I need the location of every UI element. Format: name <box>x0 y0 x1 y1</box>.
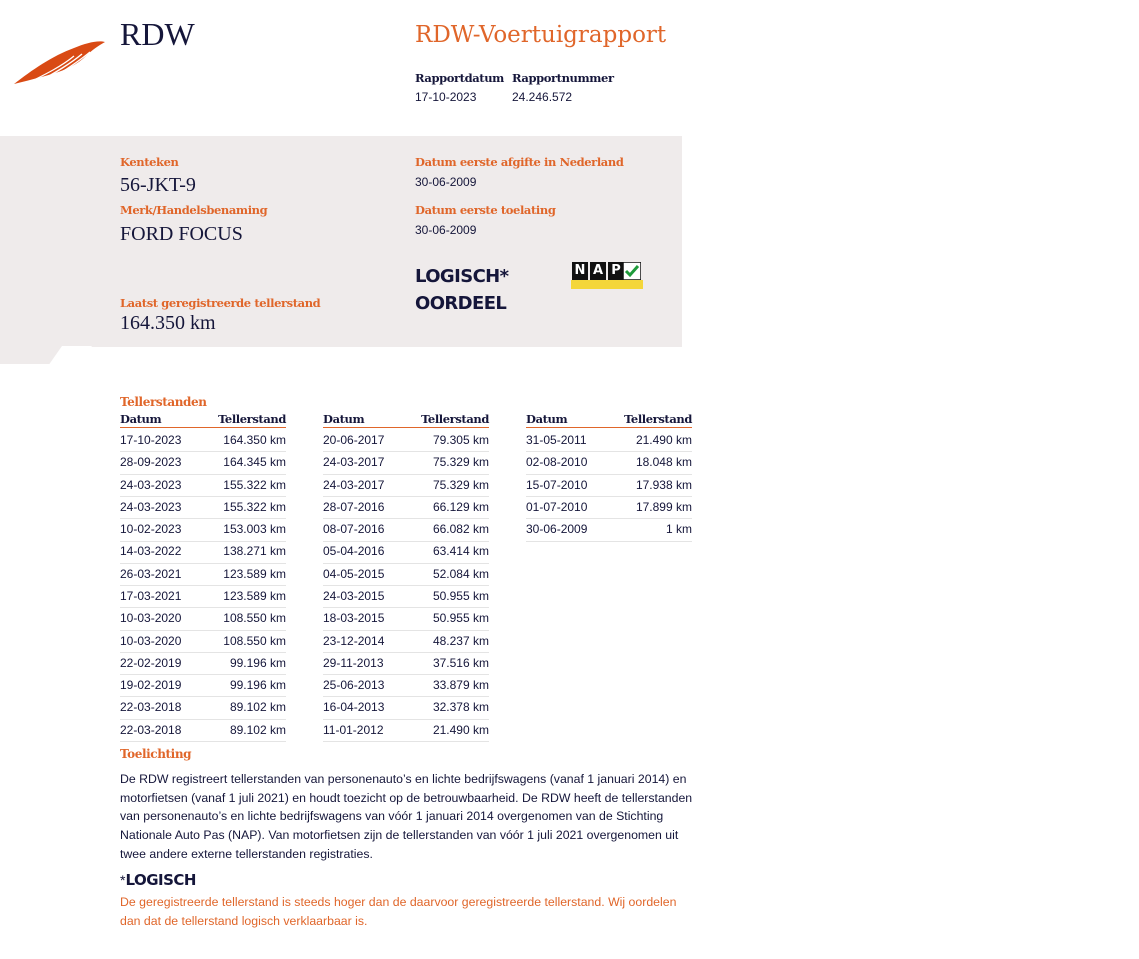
readings-title: Tellerstanden <box>120 395 207 409</box>
table-row <box>120 721 286 742</box>
table-row <box>120 632 286 653</box>
explanation-text: De RDW registreert tellerstanden van personenauto’s en lichte bedrijfswagens (vanaf 1 januari 2014) en motorfietsen (vanaf 1 juli 2021) en houdt toezicht op de betrouwbaarheid. De RDW heeft de tellerstanden van personenauto’s en lichte bedrijfswagens van vóór 1 januari 2014 overgenomen van de Stichting Nationale Auto Pas (NAP). Van motorfietsen zijn de tellerstanden van vóór 1 juli 2021 overgenomen uit twee andere externe tellerstanden registraties. <box>120 772 693 861</box>
last-odometer-value: 164.350 km <box>120 312 216 334</box>
table-row <box>120 565 286 586</box>
logisch-heading <box>120 871 196 889</box>
reading-km: 155.322 km <box>223 499 286 514</box>
reading-km: 75.329 km <box>432 455 489 470</box>
table-row <box>526 453 692 474</box>
license-plate: 56-JKT-9 <box>120 174 196 196</box>
table-row <box>526 520 692 541</box>
report-number: 24.246.572 <box>512 90 573 104</box>
first-reg-nl-date: 30-06-2009 <box>415 175 477 189</box>
reading-km: 37.516 km <box>432 655 489 670</box>
table-row <box>526 498 692 519</box>
readings-rows <box>120 431 286 742</box>
table-row <box>323 609 489 630</box>
reading-date: 31-05-2011 <box>526 433 587 447</box>
reading-km: 52.084 km <box>432 566 489 581</box>
reading-date: 10-02-2023 <box>120 522 182 537</box>
nap-letter-p: P <box>608 262 624 280</box>
col-value-header: Tellerstand <box>624 412 692 426</box>
reading-date: 17-03-2021 <box>120 588 182 603</box>
reading-km: 79.305 km <box>432 433 489 447</box>
reading-date: 02-08-2010 <box>526 455 588 470</box>
reading-date: 28-07-2016 <box>323 499 385 514</box>
reading-km: 89.102 km <box>229 722 286 737</box>
reading-km: 18.048 km <box>635 455 692 470</box>
reading-km: 164.345 km <box>223 455 286 470</box>
first-admission-label: Datum eerste toelating <box>415 203 556 217</box>
table-row <box>120 520 286 541</box>
table-row <box>323 453 489 474</box>
table-row <box>120 453 286 474</box>
plate-label: Kenteken <box>120 155 179 169</box>
table-row <box>120 698 286 719</box>
explanation-title: Toelichting <box>120 747 192 761</box>
reading-date: 24-03-2023 <box>120 477 182 492</box>
first-admission-date: 30-06-2009 <box>415 223 477 237</box>
nap-letter-a: A <box>590 262 606 280</box>
readings-rows <box>526 431 692 542</box>
table-row <box>323 520 489 541</box>
reading-date: 18-03-2015 <box>323 611 385 626</box>
reading-km: 32.378 km <box>432 700 489 715</box>
reading-km: 17.899 km <box>635 499 692 514</box>
table-row <box>120 654 286 675</box>
last-odometer-label: Laatst geregistreerde tellerstand <box>120 296 321 310</box>
reading-date: 25-06-2013 <box>323 678 385 693</box>
reading-date: 23-12-2014 <box>323 633 385 648</box>
reading-km: 50.955 km <box>432 611 489 626</box>
table-row <box>526 431 692 452</box>
reading-km: 99.196 km <box>229 678 286 693</box>
table-row <box>323 632 489 653</box>
logisch-title: LOGISCH <box>125 871 196 889</box>
reading-km: 63.414 km <box>432 544 489 559</box>
reading-km: 48.237 km <box>432 633 489 648</box>
readings-column-1 <box>120 412 286 742</box>
readings-column-2 <box>323 412 489 742</box>
reading-km: 108.550 km <box>223 633 286 648</box>
col-date-header: Datum <box>120 412 162 426</box>
reading-date: 24-03-2017 <box>323 455 385 470</box>
reading-km: 21.490 km <box>635 433 692 447</box>
reading-date: 05-04-2016 <box>323 544 385 559</box>
reading-km: 138.271 km <box>223 544 286 559</box>
logisch-asterisk: * <box>120 872 126 888</box>
checkmark-icon <box>623 262 641 280</box>
verdict <box>415 263 508 317</box>
table-row <box>120 609 286 630</box>
reading-date: 22-03-2018 <box>120 700 182 715</box>
logisch-text: De geregistreerde tellerstand is steeds hoger dan de daarvoor geregistreerde tellerstand. Wij oordelen dan dat de tellerstand logisch verklaarbaar is. <box>120 895 677 928</box>
table-row <box>323 587 489 608</box>
table-row <box>323 498 489 519</box>
reading-km: 66.129 km <box>432 499 489 514</box>
reading-date: 22-02-2019 <box>120 655 182 670</box>
col-date-header: Datum <box>323 412 365 426</box>
reading-date: 01-07-2010 <box>526 499 588 514</box>
report-number-label: Rapportnummer <box>512 71 614 85</box>
table-row <box>323 676 489 697</box>
nap-yellow-bar <box>571 280 643 289</box>
readings-header <box>526 412 692 428</box>
reading-km: 66.082 km <box>432 522 489 537</box>
table-row <box>120 498 286 519</box>
table-row <box>323 431 489 452</box>
table-row <box>120 587 286 608</box>
reading-km: 89.102 km <box>229 700 286 715</box>
first-reg-nl-label: Datum eerste afgifte in Nederland <box>415 155 624 169</box>
reading-km: 164.350 km <box>223 433 286 447</box>
reading-date: 15-07-2010 <box>526 477 588 492</box>
col-date-header: Datum <box>526 412 568 426</box>
table-row <box>323 565 489 586</box>
readings-column-3 <box>526 412 692 542</box>
vehicle-make: FORD FOCUS <box>120 223 243 245</box>
col-value-header: Tellerstand <box>218 412 286 426</box>
table-row <box>323 698 489 719</box>
verdict-line-2: OORDEEL <box>415 293 507 314</box>
table-row <box>323 721 489 742</box>
reading-km: 155.322 km <box>223 477 286 492</box>
table-row <box>526 476 692 497</box>
reading-km: 153.003 km <box>223 522 286 537</box>
reading-date: 28-09-2023 <box>120 455 182 470</box>
reading-km: 75.329 km <box>432 477 489 492</box>
reading-date: 16-04-2013 <box>323 700 385 715</box>
reading-km: 108.550 km <box>223 611 286 626</box>
reading-date: 24-03-2017 <box>323 477 385 492</box>
report-date-label: Rapportdatum <box>415 71 504 85</box>
reading-km: 33.879 km <box>432 678 489 693</box>
readings-rows <box>323 431 489 742</box>
reading-date: 04-05-2015 <box>323 566 385 581</box>
table-row <box>120 431 286 452</box>
make-label: Merk/Handelsbenaming <box>120 203 268 217</box>
table-row <box>323 654 489 675</box>
readings-header <box>323 412 489 428</box>
reading-date: 14-03-2022 <box>120 544 182 559</box>
reading-date: 20-06-2017 <box>323 433 385 447</box>
reading-date: 08-07-2016 <box>323 522 385 537</box>
reading-km: 123.589 km <box>223 566 286 581</box>
reading-date: 26-03-2021 <box>120 566 182 581</box>
reading-date: 30-06-2009 <box>526 522 588 537</box>
table-row <box>120 476 286 497</box>
reading-date: 19-02-2019 <box>120 678 182 693</box>
reading-km: 123.589 km <box>223 588 286 603</box>
table-row <box>323 476 489 497</box>
table-row <box>120 542 286 563</box>
col-value-header: Tellerstand <box>421 412 489 426</box>
table-row <box>323 542 489 563</box>
nap-letter-n: N <box>572 262 588 280</box>
reading-date: 10-03-2020 <box>120 611 182 626</box>
reading-km: 99.196 km <box>229 655 286 670</box>
reading-date: 11-01-2012 <box>323 722 384 737</box>
table-row <box>120 676 286 697</box>
brand-name: RDW <box>120 16 195 52</box>
reading-km: 21.490 km <box>432 722 489 737</box>
reading-km: 50.955 km <box>432 588 489 603</box>
report-title: RDW-Voertuigrapport <box>415 22 667 48</box>
readings-header <box>120 412 286 428</box>
report-date: 17-10-2023 <box>415 90 477 104</box>
reading-date: 22-03-2018 <box>120 722 182 737</box>
reading-km: 17.938 km <box>635 477 692 492</box>
reading-date: 24-03-2015 <box>323 588 385 603</box>
reading-date: 29-11-2013 <box>323 655 384 670</box>
reading-km: 1 km <box>665 522 692 537</box>
reading-date: 24-03-2023 <box>120 499 182 514</box>
reading-date: 17-10-2023 <box>120 433 182 447</box>
nap-logo <box>571 262 643 290</box>
rdw-wing-logo-icon <box>12 34 107 86</box>
verdict-line-1: LOGISCH* <box>415 266 509 287</box>
reading-date: 10-03-2020 <box>120 633 182 648</box>
